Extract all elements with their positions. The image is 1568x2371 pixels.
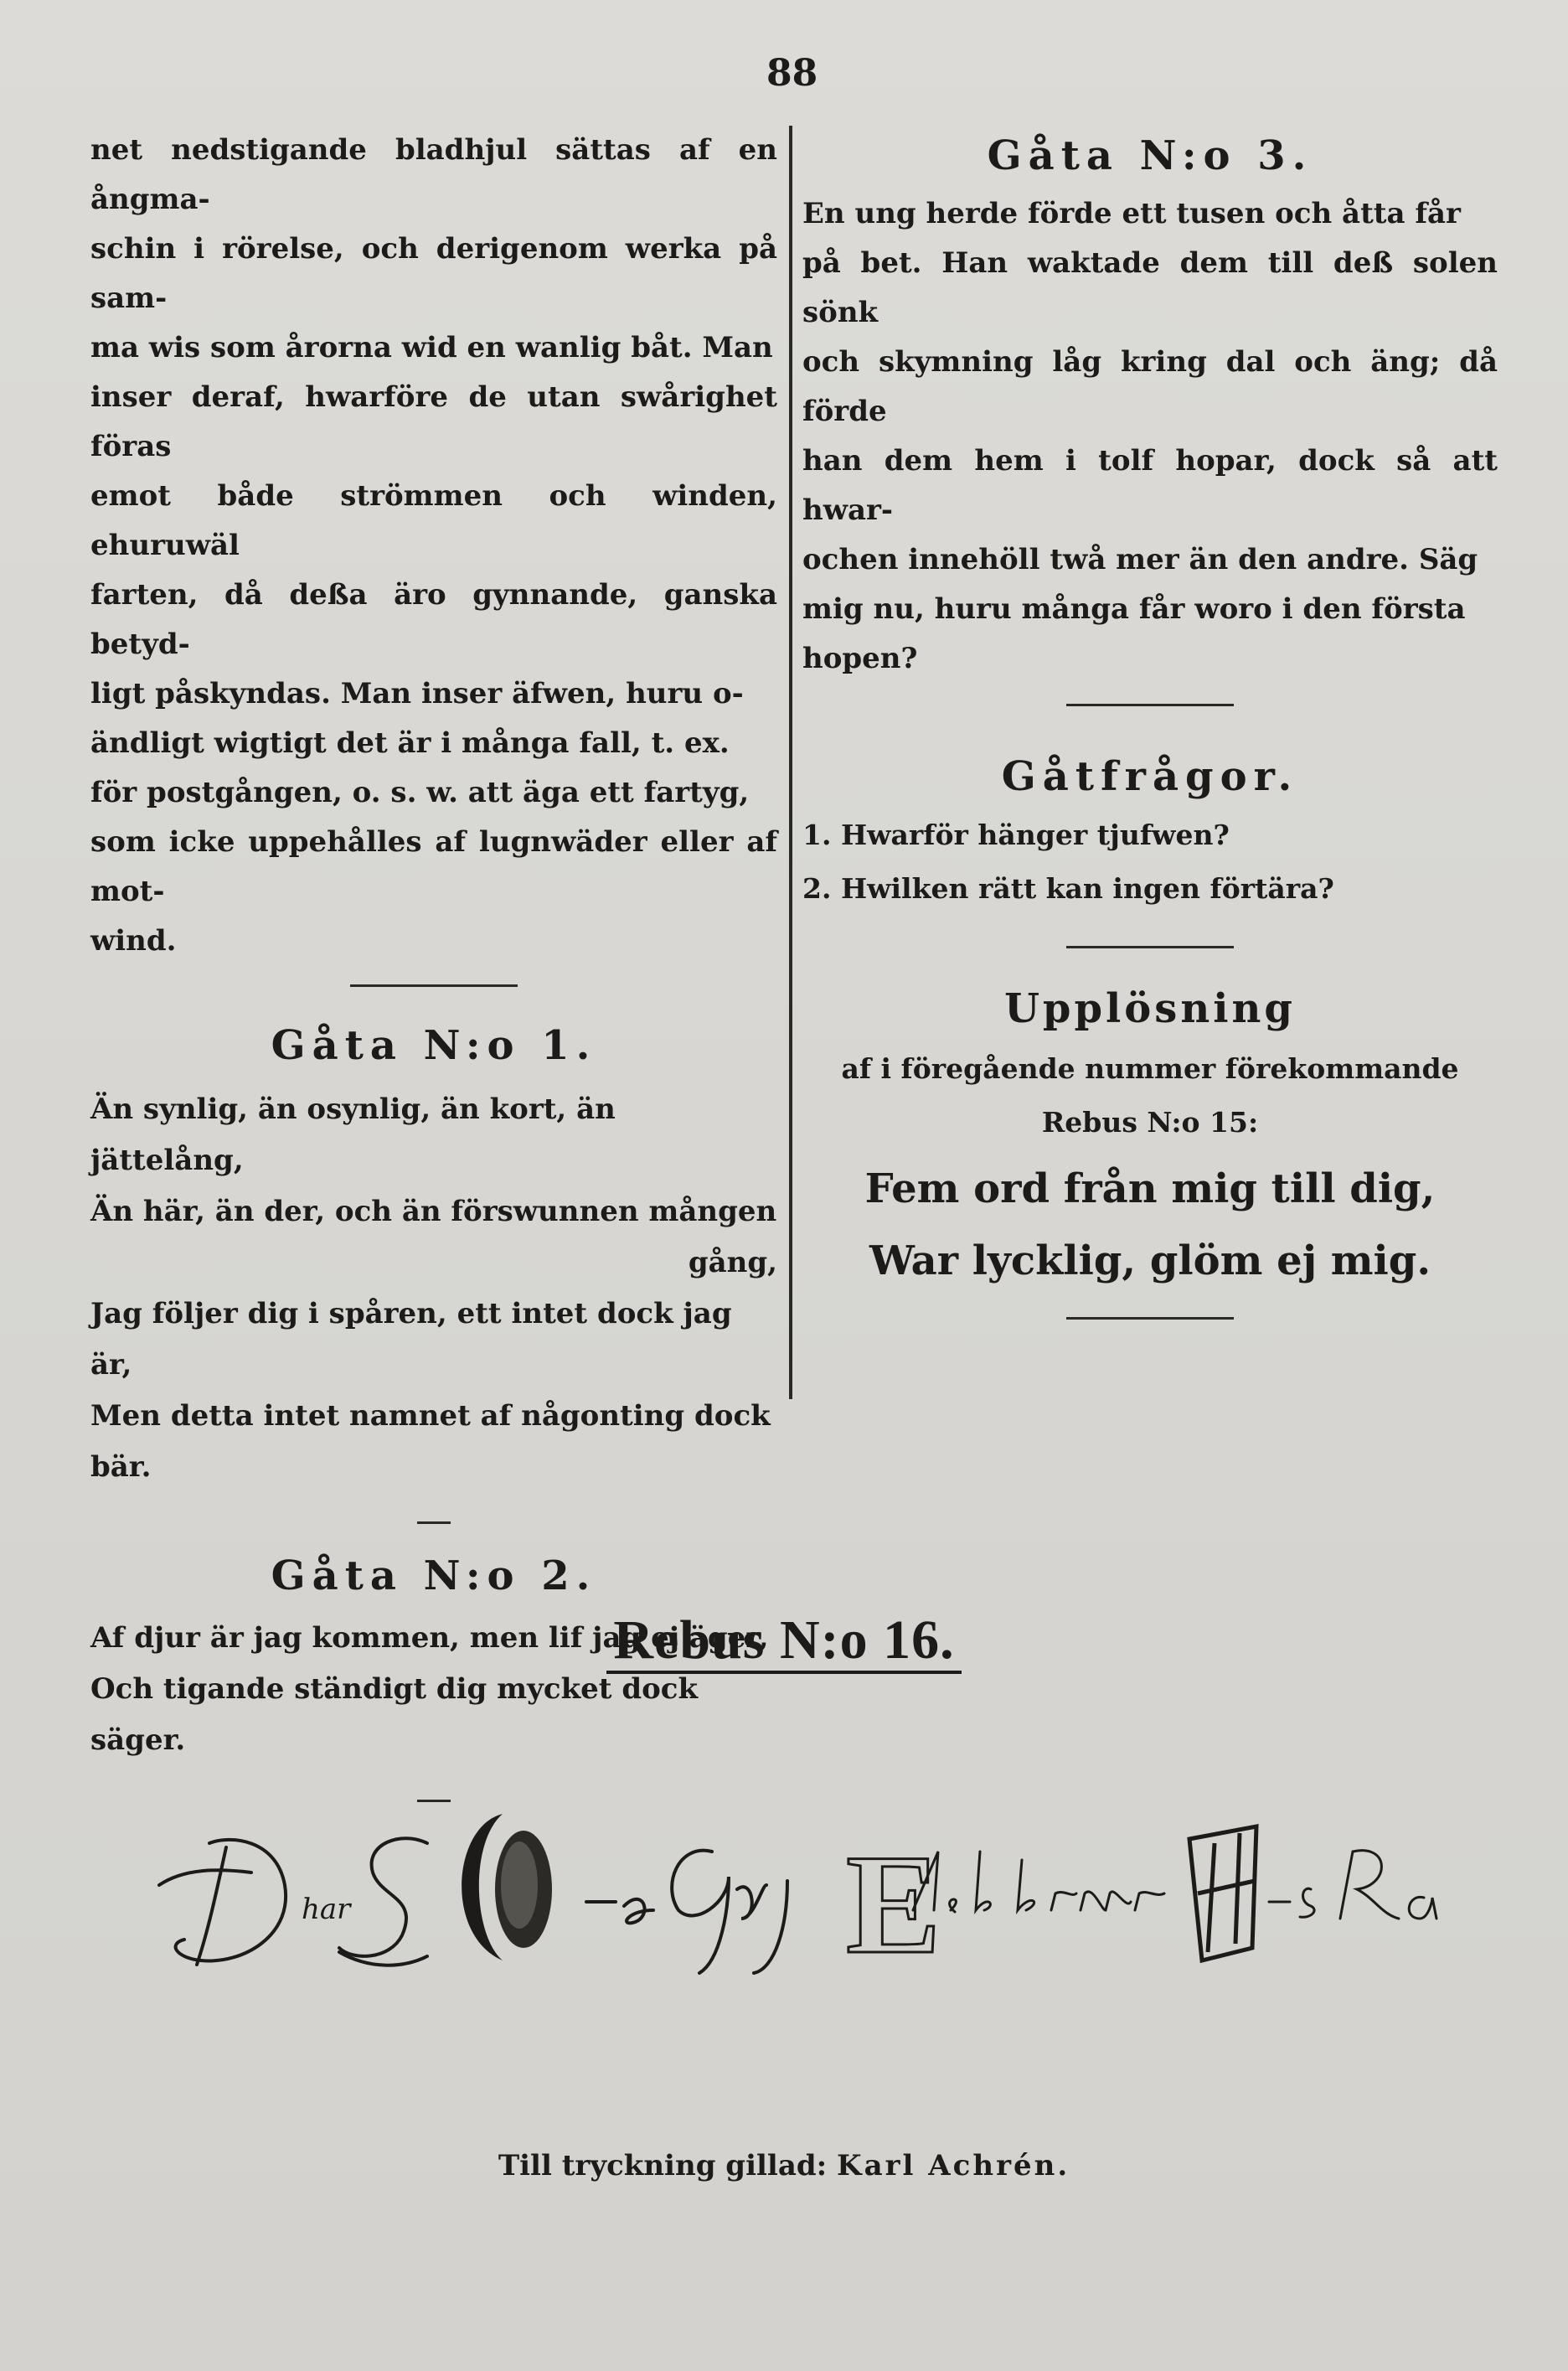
page-number: 88 [766, 52, 818, 95]
section-rule [350, 984, 518, 987]
text-line: En ung herde förde ett tusen och åtta får [802, 197, 1461, 230]
imprint-name: Karl Achrén. [837, 2149, 1070, 2182]
text-line: net nedstigande bladhjul sättas af en ångma- [90, 133, 777, 216]
verse-line: Än här, än der, och än förswunnen mången [90, 1195, 777, 1228]
text-line: på bet. Han waktade dem till deß solen sönk [802, 246, 1498, 329]
answer-line: War lycklig, glöm ej mig. [869, 1237, 1431, 1284]
script-d-glyph [159, 1840, 286, 1965]
script-s-ra-glyph [1269, 1851, 1436, 1919]
script-lsd-bnrn-glyph [913, 1852, 1164, 1912]
answer-line: Fem ord från mig till dig, [864, 1165, 1436, 1212]
intro-paragraph [90, 126, 777, 966]
text-line: som icke uppehålles af lugnwäder eller af mot- [90, 825, 777, 908]
list-item: 1. Hwarför hänger tjufwen? [802, 819, 1230, 851]
verse-line: gång, [688, 1246, 777, 1279]
text-line: han dem hem i tolf hopar, dock så att hwar- [802, 444, 1498, 527]
text-line: farten, då deßa äro gynnande, ganska betyd- [90, 578, 777, 661]
verse-line: Och tigande ständigt dig mycket dock säger. [90, 1672, 699, 1757]
text-line: och skymning låg kring dal och äng; då förde [802, 345, 1498, 428]
verse-line: Af djur är jag kommen, men lif jag ej äger, [90, 1621, 769, 1655]
text-line: ma wis som årorna wid en wanlig båt. Man [90, 331, 773, 364]
short-rule [417, 1521, 451, 1524]
text-line: emot både strömmen och winden, ehuruwäl [90, 479, 777, 562]
riddle-2-heading: Gåta N:o 2. [271, 1552, 597, 1599]
text-line: ligt påskyndas. Man inser äfwen, huru o- [90, 677, 744, 710]
text-line: för postgången, o. s. w. att äga ett fartyg, [90, 776, 750, 809]
rebus-picture [151, 1793, 1508, 2002]
solution-answer [802, 1153, 1498, 1297]
text-line: hopen? [802, 642, 918, 675]
block-letter-e [846, 1826, 941, 1983]
riddle-questions-heading: Gåtfrågor. [1001, 753, 1299, 800]
script-s-glyph [339, 1838, 427, 1965]
section-rule [1066, 946, 1234, 948]
rebus-small-text: har [302, 1893, 351, 1926]
column-divider [789, 126, 792, 1399]
solution-subtitle: af i föregående nummer förekommande [841, 1052, 1459, 1085]
text-line: wind. [90, 924, 177, 958]
rebus-title [0, 1609, 1568, 1672]
riddle-questions-list [802, 808, 1498, 916]
imprint [0, 2149, 1568, 2182]
rebus-title-text: Rebus N:o 16. [606, 1609, 961, 1674]
moon-icon [462, 1814, 552, 1960]
verse-line: Men detta intet namnet af någonting dock bär. [90, 1399, 771, 1484]
riddle-1-heading: Gåta N:o 1. [271, 1022, 597, 1069]
riddle-3-text [802, 189, 1498, 684]
window-frame-icon [1189, 1826, 1256, 1960]
verse-line: Än synlig, än osynlig, än kort, än jättelång, [90, 1093, 616, 1177]
text-line: mig nu, huru många får woro i den första [802, 592, 1466, 626]
section-rule [1066, 704, 1234, 706]
imprint-label: Till tryckning gillad: [498, 2149, 828, 2182]
svg-text:E: E [846, 1826, 941, 1983]
left-column [90, 126, 777, 1802]
text-line: inser deraf, hwarföre de utan swårighet föras [90, 380, 777, 463]
verse-line: Jag följer dig i spåren, ett intet dock jag är, [90, 1297, 732, 1382]
solution-heading: Upplösning [1004, 985, 1296, 1032]
riddle-3-heading: Gåta N:o 3. [987, 132, 1313, 179]
riddle-1-verse [90, 1084, 777, 1493]
right-column [802, 126, 1498, 1320]
script-e-gaj-glyph [586, 1851, 787, 1973]
text-line: schin i rörelse, och derigenom werka på sam- [90, 232, 777, 315]
section-rule [1066, 1317, 1234, 1320]
solution-rebus-ref: Rebus N:o 15: [1041, 1106, 1259, 1139]
text-line: ändligt wigtigt det är i många fall, t. ex. [90, 726, 730, 760]
list-item: 2. Hwilken rätt kan ingen förtära? [802, 872, 1334, 905]
text-line: ochen innehöll twå mer än den andre. Säg [802, 543, 1478, 576]
